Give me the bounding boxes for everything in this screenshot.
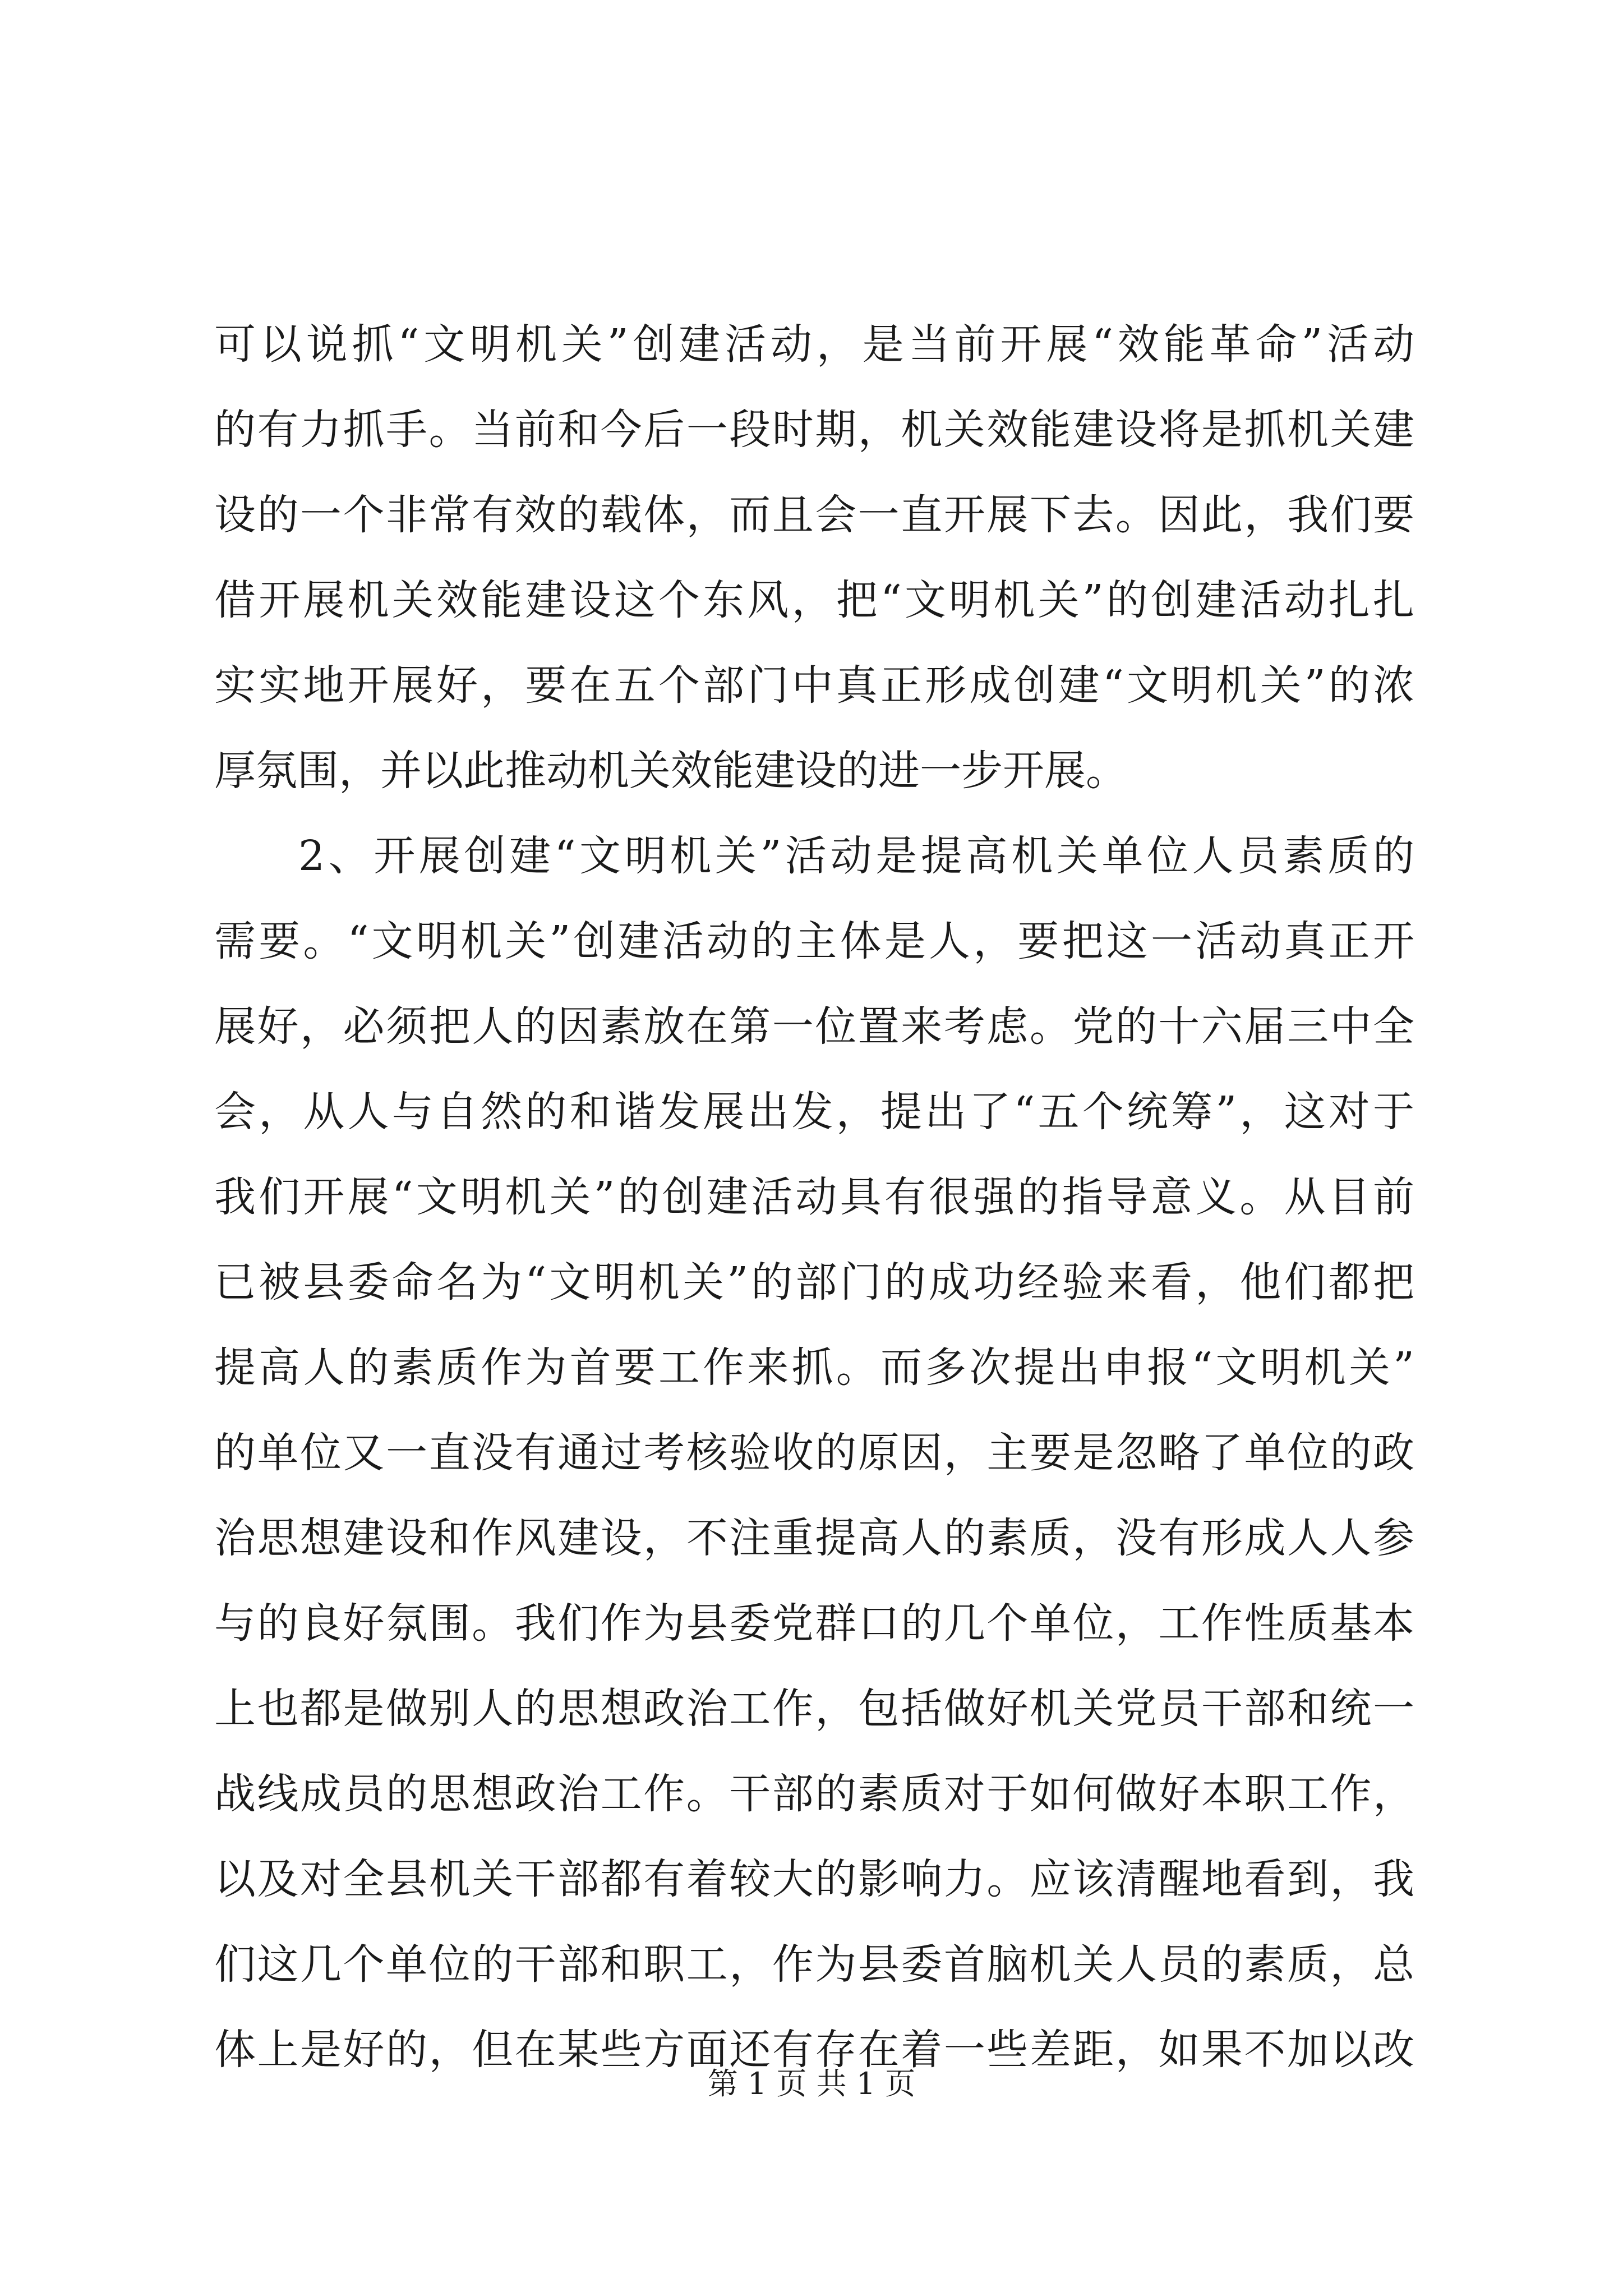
text-line: 治思想建设和作风建设，不注重提高人的素质，没有形成人人参 [214,1514,1414,1562]
text-line: 实实地开展好，要在五个部门中真正形成创建“文明机关”的浓 [214,661,1414,710]
text-line: 们这几个单位的干部和职工，作为县委首脑机关人员的素质，总 [214,1940,1414,1989]
text-line: 展好，必须把人的因素放在第一位置来考虑。党的十六届三中全 [214,1002,1414,1051]
text-line: 已被县委命名为“文明机关”的部门的成功经验来看，他们都把 [214,1258,1414,1306]
page-footer [0,2064,1623,2104]
text-line: 厚氛围，并以此推动机关效能建设的进一步开展。 [214,747,1127,795]
text-line: 需要。“文明机关”创建活动的主体是人，要把这一活动真正开 [214,917,1414,965]
text-line: 与的良好氛围。我们作为县委党群口的几个单位，工作性质基本 [214,1599,1414,1648]
text-line: 上也都是做别人的思想政治工作，包括做好机关党员干部和统一 [214,1685,1414,1733]
text-line: 借开展机关效能建设这个东风，把“文明机关”的创建活动扎扎 [214,576,1414,624]
text-line: 的单位又一直没有通过考核验收的原因，主要是忽略了单位的政 [214,1429,1414,1477]
text-line: 体上是好的，但在某些方面还有存在着一些差距，如果不加以改 [214,2026,1414,2074]
text-line: 以及对全县机关干部都有着较大的影响力。应该清醒地看到，我 [214,1855,1414,1903]
text-line: 的有力抓手。当前和今后一段时期，机关效能建设将是抓机关建 [214,406,1414,454]
text-line: 2、开展创建“文明机关”活动是提高机关单位人员素质的 [298,832,1414,880]
text-line: 可以说抓“文明机关”创建活动，是当前开展“效能革命”活动 [214,320,1414,369]
text-line: 会，从人与自然的和谐发展出发，提出了“五个统筹”，这对于 [214,1088,1414,1136]
text-line: 设的一个非常有效的载体，而且会一直开展下去。因此，我们要 [214,491,1414,539]
page-number-label: 第 1 页 共 1 页 [707,2066,916,2101]
text-line: 我们开展“文明机关”的创建活动具有很强的指导意义。从目前 [214,1173,1414,1221]
document-body [214,302,1414,2092]
text-line: 提高人的素质作为首要工作来抓。而多次提出申报“文明机关” [214,1343,1414,1392]
text-line: 战线成员的思想政治工作。干部的素质对于如何做好本职工作， [214,1770,1414,1818]
